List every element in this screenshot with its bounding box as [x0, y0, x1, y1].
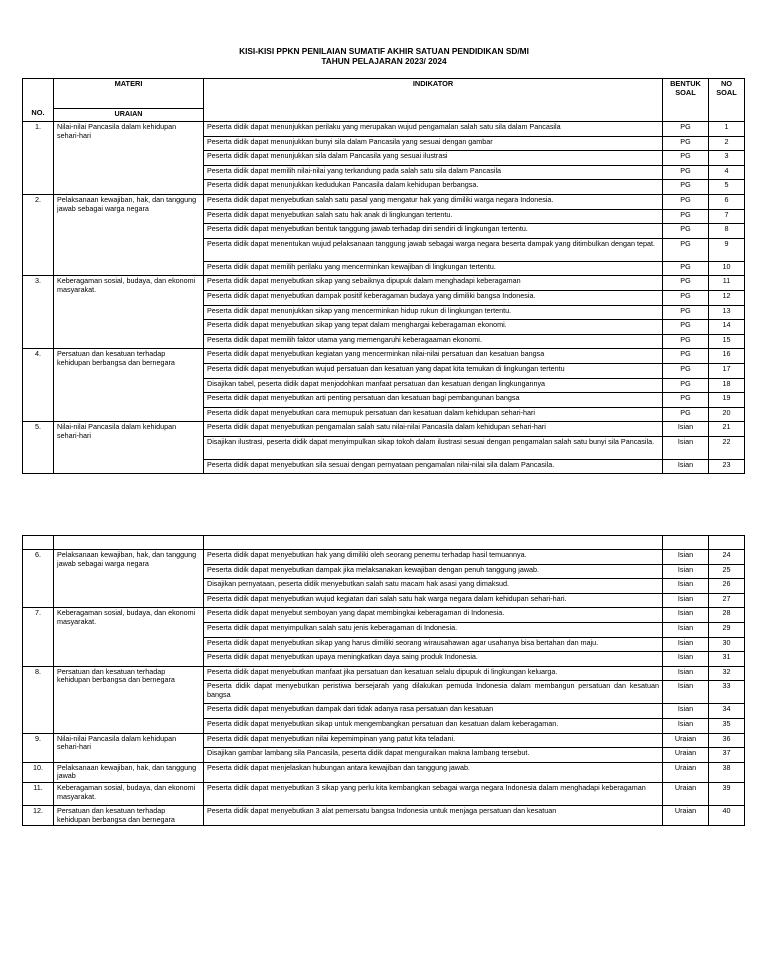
- indikator-cell: Disajikan tabel, peserta didik dapat menjodohkan manfaat persatuan dan kesatuan dengan lingkungannya: [204, 378, 663, 393]
- indikator-cell: Peserta didik dapat menjelaskan hubungan antara kewajiban dan tanggung jawab.: [204, 762, 663, 782]
- bentuk-soal-cell: Isian: [663, 593, 709, 608]
- no-soal-cell: 7: [709, 209, 745, 224]
- table-row: [23, 122, 745, 137]
- no-soal-cell: 1: [709, 122, 745, 137]
- indikator-cell: Peserta didik dapat menyebutkan salah satu hak anak di lingkungan tertentu.: [204, 209, 663, 224]
- indikator-cell: Peserta didik dapat menyebutkan kegiatan yang mencerminkan nilai-nilai persatuan dan kesatuan bangsa: [204, 349, 663, 364]
- table-row: [23, 782, 745, 805]
- kisi-table-page-2: [22, 535, 745, 826]
- bentuk-soal-cell: Uraian: [663, 733, 709, 748]
- no-soal-cell: 3: [709, 151, 745, 166]
- bentuk-soal-cell: PG: [663, 305, 709, 320]
- no-soal-cell: 38: [709, 762, 745, 782]
- no-soal-cell: 17: [709, 363, 745, 378]
- group-materi: Nilai-nilai Pancasila dalam kehidupan sehari-hari: [54, 122, 204, 195]
- group-number: 10.: [23, 762, 54, 782]
- indikator-cell: Peserta didik dapat memilih nilai-nilai yang terkandung pada salah satu sila dalam Pancasila: [204, 165, 663, 180]
- no-soal-cell: 18: [709, 378, 745, 393]
- bentuk-soal-cell: PG: [663, 238, 709, 261]
- group-number: 1.: [23, 122, 54, 195]
- group-materi: Keberagaman sosial, budaya, dan ekonomi masyarakat.: [54, 782, 204, 805]
- group-materi: Persatuan dan kesatuan terhadap kehidupan berbangsa dan bernegara: [54, 805, 204, 825]
- group-materi: Pelaksanaan kewajiban, hak, dan tanggung jawab: [54, 762, 204, 782]
- no-soal-cell: 22: [709, 436, 745, 459]
- bentuk-soal-cell: PG: [663, 378, 709, 393]
- header-bentuk-soal: BENTUK SOAL: [663, 79, 709, 122]
- table-row: [23, 608, 745, 623]
- bentuk-soal-cell: Isian: [663, 718, 709, 733]
- group-materi: Persatuan dan kesatuan terhadap kehidupan berbangsa dan bernegara: [54, 666, 204, 733]
- document-subtitle: TAHUN PELAJARAN 2023/ 2024: [321, 56, 447, 66]
- indikator-cell: Peserta didik dapat memilih faktor utama yang memengaruhi keberagaaman ekonomi.: [204, 334, 663, 349]
- indikator-cell: Peserta didik dapat menyebutkan sikap untuk mengembangkan persatuan dan kesatuan dalam keberagaman.: [204, 718, 663, 733]
- indikator-cell: Peserta didik dapat menyebutkan wujud kegiatan dari salah satu hak warga negara dalam kehidupan sehari-hari.: [204, 593, 663, 608]
- group-number: 3.: [23, 276, 54, 349]
- bentuk-soal-cell: Isian: [663, 622, 709, 637]
- no-soal-cell: 13: [709, 305, 745, 320]
- header-materi: MATERI: [54, 79, 204, 109]
- group-number: 8.: [23, 666, 54, 733]
- indikator-cell: Peserta didik dapat menyebut semboyan yang dapat membingkai keberagaman di Indonesia.: [204, 608, 663, 623]
- bentuk-soal-cell: Isian: [663, 422, 709, 437]
- table-row: [23, 349, 745, 364]
- bentuk-soal-cell: Isian: [663, 564, 709, 579]
- bentuk-soal-cell: PG: [663, 290, 709, 305]
- indikator-cell: Peserta didik dapat menyebutkan arti penting persatuan dan kesatuan bagi pembangunan bangsa: [204, 393, 663, 408]
- no-soal-cell: 28: [709, 608, 745, 623]
- bentuk-soal-cell: Isian: [663, 579, 709, 594]
- indikator-cell: Peserta didik dapat menyebutkan pengamalan salah satu nilai-nilai Pancasila dalam kehidupan sehari-hari: [204, 422, 663, 437]
- no-soal-cell: 8: [709, 224, 745, 239]
- no-soal-cell: 27: [709, 593, 745, 608]
- indikator-cell: Peserta didik dapat menunjukkan bunyi sila dalam Pancasila yang sesuai dengan gambar: [204, 136, 663, 151]
- no-soal-cell: 9: [709, 238, 745, 261]
- bentuk-soal-cell: Isian: [663, 704, 709, 719]
- bentuk-soal-cell: PG: [663, 320, 709, 335]
- bentuk-soal-cell: Isian: [663, 637, 709, 652]
- no-soal-cell: 24: [709, 550, 745, 565]
- bentuk-soal-cell: Isian: [663, 608, 709, 623]
- header-uraian: URAIAN: [54, 109, 204, 122]
- bentuk-soal-cell: PG: [663, 224, 709, 239]
- table-row: [23, 550, 745, 565]
- no-soal-cell: 5: [709, 180, 745, 195]
- table-row: [23, 762, 745, 782]
- indikator-cell: Peserta didik dapat menentukan wujud pelaksanaan tanggung jawab sebagai warga negara beserta dampak yang ditimbulkan dengan tepat.: [204, 238, 663, 261]
- bentuk-soal-cell: Isian: [663, 652, 709, 667]
- bentuk-soal-cell: PG: [663, 165, 709, 180]
- no-soal-cell: 10: [709, 261, 745, 276]
- no-soal-cell: 29: [709, 622, 745, 637]
- indikator-cell: Peserta didik dapat menyebutkan sikap yang sebaiknya dipupuk dalam menghadapi keberagaman: [204, 276, 663, 291]
- bentuk-soal-cell: PG: [663, 180, 709, 195]
- indikator-cell: Peserta didik dapat menyebutkan 3 alat pemersatu bangsa Indonesia untuk menjaga persatuan dan kesatuan: [204, 805, 663, 825]
- group-materi: Nilai-nilai Pancasila dalam kehidupan sehari-hari: [54, 733, 204, 762]
- indikator-cell: Disajikan pernyataan, peserta didik menyebutkan salah satu macam hak asasi yang dimaksud.: [204, 579, 663, 594]
- group-number: 6.: [23, 550, 54, 608]
- no-soal-cell: 20: [709, 407, 745, 422]
- kisi-table-page-1: [22, 78, 745, 474]
- indikator-cell: Peserta didik dapat menyebutkan dampak dari tidak adanya rasa persatuan dan kesatuan: [204, 704, 663, 719]
- group-number: 4.: [23, 349, 54, 422]
- indikator-cell: Peserta didik dapat menyebutkan sikap yang tepat dalam menghargai keberagaman ekonomi.: [204, 320, 663, 335]
- bentuk-soal-cell: Uraian: [663, 762, 709, 782]
- bentuk-soal-cell: PG: [663, 363, 709, 378]
- indikator-cell: Peserta didik dapat menunjukkan perilaku yang merupakan wujud pengamalan salah satu sila dalam Pancasila: [204, 122, 663, 137]
- group-number: 11.: [23, 782, 54, 805]
- bentuk-soal-cell: PG: [663, 122, 709, 137]
- bentuk-soal-cell: PG: [663, 349, 709, 364]
- bentuk-soal-cell: PG: [663, 194, 709, 209]
- header-no: NO.: [23, 79, 54, 122]
- bentuk-soal-cell: PG: [663, 334, 709, 349]
- indikator-cell: Peserta didik dapat menyebutkan 3 sikap yang perlu kita kembangkan sebagai warga negara Indonesia dalam menghadapi keberagaman: [204, 782, 663, 805]
- indikator-cell: Peserta didik dapat menyebutkan sila sesuai dengan pernyataan pengamalan nilai-nilai sila dalam Pancasila.: [204, 459, 663, 474]
- group-materi: Nilai-nilai Pancasila dalam kehidupan sehari-hari: [54, 422, 204, 474]
- indikator-cell: Peserta didik dapat menyebutkan wujud persatuan dan kesatuan yang dapat kita temukan di lingkungan tertentu: [204, 363, 663, 378]
- indikator-cell: Peserta didik dapat menunjukkan sila dalam Pancasila yang sesuai ilustrasi: [204, 151, 663, 166]
- table-row: [23, 422, 745, 437]
- no-soal-cell: 33: [709, 681, 745, 704]
- no-soal-cell: 26: [709, 579, 745, 594]
- blank-header-row: [23, 536, 745, 550]
- indikator-cell: Disajikan gambar lambang sila Pancasila, peserta didik dapat menguraikan makna lambang tersebut.: [204, 748, 663, 763]
- no-soal-cell: 21: [709, 422, 745, 437]
- indikator-cell: Peserta didik dapat menyimpulkan salah satu jenis keberagaman di Indonesia.: [204, 622, 663, 637]
- table-row: [23, 733, 745, 748]
- no-soal-cell: 25: [709, 564, 745, 579]
- table-row: [23, 666, 745, 681]
- indikator-cell: Peserta didik dapat menyebutkan sikap yang harus dimiliki seorang wirausahawan agar usahanya bisa bertahan dan maju.: [204, 637, 663, 652]
- indikator-cell: Peserta didik dapat menunjukkan sikap yang mencerminkan hidup rukun di lingkungan tertentu.: [204, 305, 663, 320]
- header-no-soal: NO SOAL: [709, 79, 745, 122]
- table-row: [23, 805, 745, 825]
- bentuk-soal-cell: Isian: [663, 459, 709, 474]
- group-number: 7.: [23, 608, 54, 666]
- bentuk-soal-cell: Uraian: [663, 805, 709, 825]
- group-number: 5.: [23, 422, 54, 474]
- bentuk-soal-cell: PG: [663, 209, 709, 224]
- bentuk-soal-cell: PG: [663, 276, 709, 291]
- indikator-cell: Peserta didik dapat menyebutkan bentuk tanggung jawab terhadap diri sendiri di lingkungan tertentu.: [204, 224, 663, 239]
- indikator-cell: Peserta didik dapat menyebutkan peristiwa bersejarah yang dilakukan pemuda Indonesia dalam membangun persatuan dan kesatuan bangsa: [204, 681, 663, 704]
- no-soal-cell: 2: [709, 136, 745, 151]
- indikator-cell: Peserta didik dapat menyebutkan dampak jika melaksanakan kewajiban dengan penuh tanggung jawab.: [204, 564, 663, 579]
- bentuk-soal-cell: PG: [663, 261, 709, 276]
- no-soal-cell: 15: [709, 334, 745, 349]
- group-number: 9.: [23, 733, 54, 762]
- indikator-cell: Peserta didik dapat menyebutkan nilai kepemimpinan yang patut kita teladani.: [204, 733, 663, 748]
- no-soal-cell: 37: [709, 748, 745, 763]
- indikator-cell: Disajikan ilustrasi, peserta didik dapat menyimpulkan sikap tokoh dalam ilustrasi sesuai dengan pengamalan salah satu bunyi sila Pancasila.: [204, 436, 663, 459]
- no-soal-cell: 23: [709, 459, 745, 474]
- header-indikator: INDIKATOR: [204, 79, 663, 122]
- indikator-cell: Peserta didik dapat menyebutkan cara memupuk persatuan dan kesatuan dalam kehidupan sehari-hari: [204, 407, 663, 422]
- indikator-cell: Peserta didik dapat menyebutkan upaya meningkatkan daya saing produk Indonesia.: [204, 652, 663, 667]
- group-materi: Keberagaman sosial, budaya, dan ekonomi masyarakat.: [54, 276, 204, 349]
- group-number: 2.: [23, 194, 54, 275]
- no-soal-cell: 14: [709, 320, 745, 335]
- document-title: KISI-KISI PPKN PENILAIAN SUMATIF AKHIR SATUAN PENDIDIKAN SD/MI: [239, 46, 529, 56]
- bentuk-soal-cell: Isian: [663, 436, 709, 459]
- bentuk-soal-cell: PG: [663, 136, 709, 151]
- no-soal-cell: 36: [709, 733, 745, 748]
- no-soal-cell: 19: [709, 393, 745, 408]
- group-materi: Pelaksanaan kewajiban, hak, dan tanggung jawab sebagai warga negara: [54, 550, 204, 608]
- bentuk-soal-cell: Uraian: [663, 782, 709, 805]
- bentuk-soal-cell: PG: [663, 393, 709, 408]
- no-soal-cell: 39: [709, 782, 745, 805]
- table-row: [23, 276, 745, 291]
- no-soal-cell: 6: [709, 194, 745, 209]
- no-soal-cell: 30: [709, 637, 745, 652]
- indikator-cell: Peserta didik dapat menyebutkan salah satu pasal yang mengatur hak yang dimiliki warga negara Indonesia.: [204, 194, 663, 209]
- bentuk-soal-cell: PG: [663, 151, 709, 166]
- no-soal-cell: 4: [709, 165, 745, 180]
- indikator-cell: Peserta didik dapat menunjukkan kedudukan Pancasila dalam kehidupan berbangsa.: [204, 180, 663, 195]
- group-number: 12.: [23, 805, 54, 825]
- indikator-cell: Peserta didik dapat menyebutkan manfaat jika persatuan dan kesatuan selalu dipupuk di lingkungan keluarga.: [204, 666, 663, 681]
- bentuk-soal-cell: Uraian: [663, 748, 709, 763]
- no-soal-cell: 16: [709, 349, 745, 364]
- no-soal-cell: 32: [709, 666, 745, 681]
- no-soal-cell: 40: [709, 805, 745, 825]
- bentuk-soal-cell: Isian: [663, 681, 709, 704]
- group-materi: Persatuan dan kesatuan terhadap kehidupan berbangsa dan bernegara: [54, 349, 204, 422]
- indikator-cell: Peserta didik dapat menyebutkan dampak positif keberagaman budaya yang dimiliki bangsa Indonesia.: [204, 290, 663, 305]
- table-row: [23, 194, 745, 209]
- no-soal-cell: 12: [709, 290, 745, 305]
- bentuk-soal-cell: Isian: [663, 666, 709, 681]
- no-soal-cell: 11: [709, 276, 745, 291]
- no-soal-cell: 34: [709, 704, 745, 719]
- indikator-cell: Peserta didik dapat memilih perilaku yang mencerminkan kewajiban di lingkungan tertentu.: [204, 261, 663, 276]
- group-materi: Keberagaman sosial, budaya, dan ekonomi masyarakat.: [54, 608, 204, 666]
- group-materi: Pelaksanaan kewajiban, hak, dan tanggung jawab sebagai warga negara: [54, 194, 204, 275]
- bentuk-soal-cell: PG: [663, 407, 709, 422]
- bentuk-soal-cell: Isian: [663, 550, 709, 565]
- no-soal-cell: 35: [709, 718, 745, 733]
- indikator-cell: Peserta didik dapat menyebutkan hak yang dimiliki oleh seorang penemu terhadap hasil temuannya.: [204, 550, 663, 565]
- no-soal-cell: 31: [709, 652, 745, 667]
